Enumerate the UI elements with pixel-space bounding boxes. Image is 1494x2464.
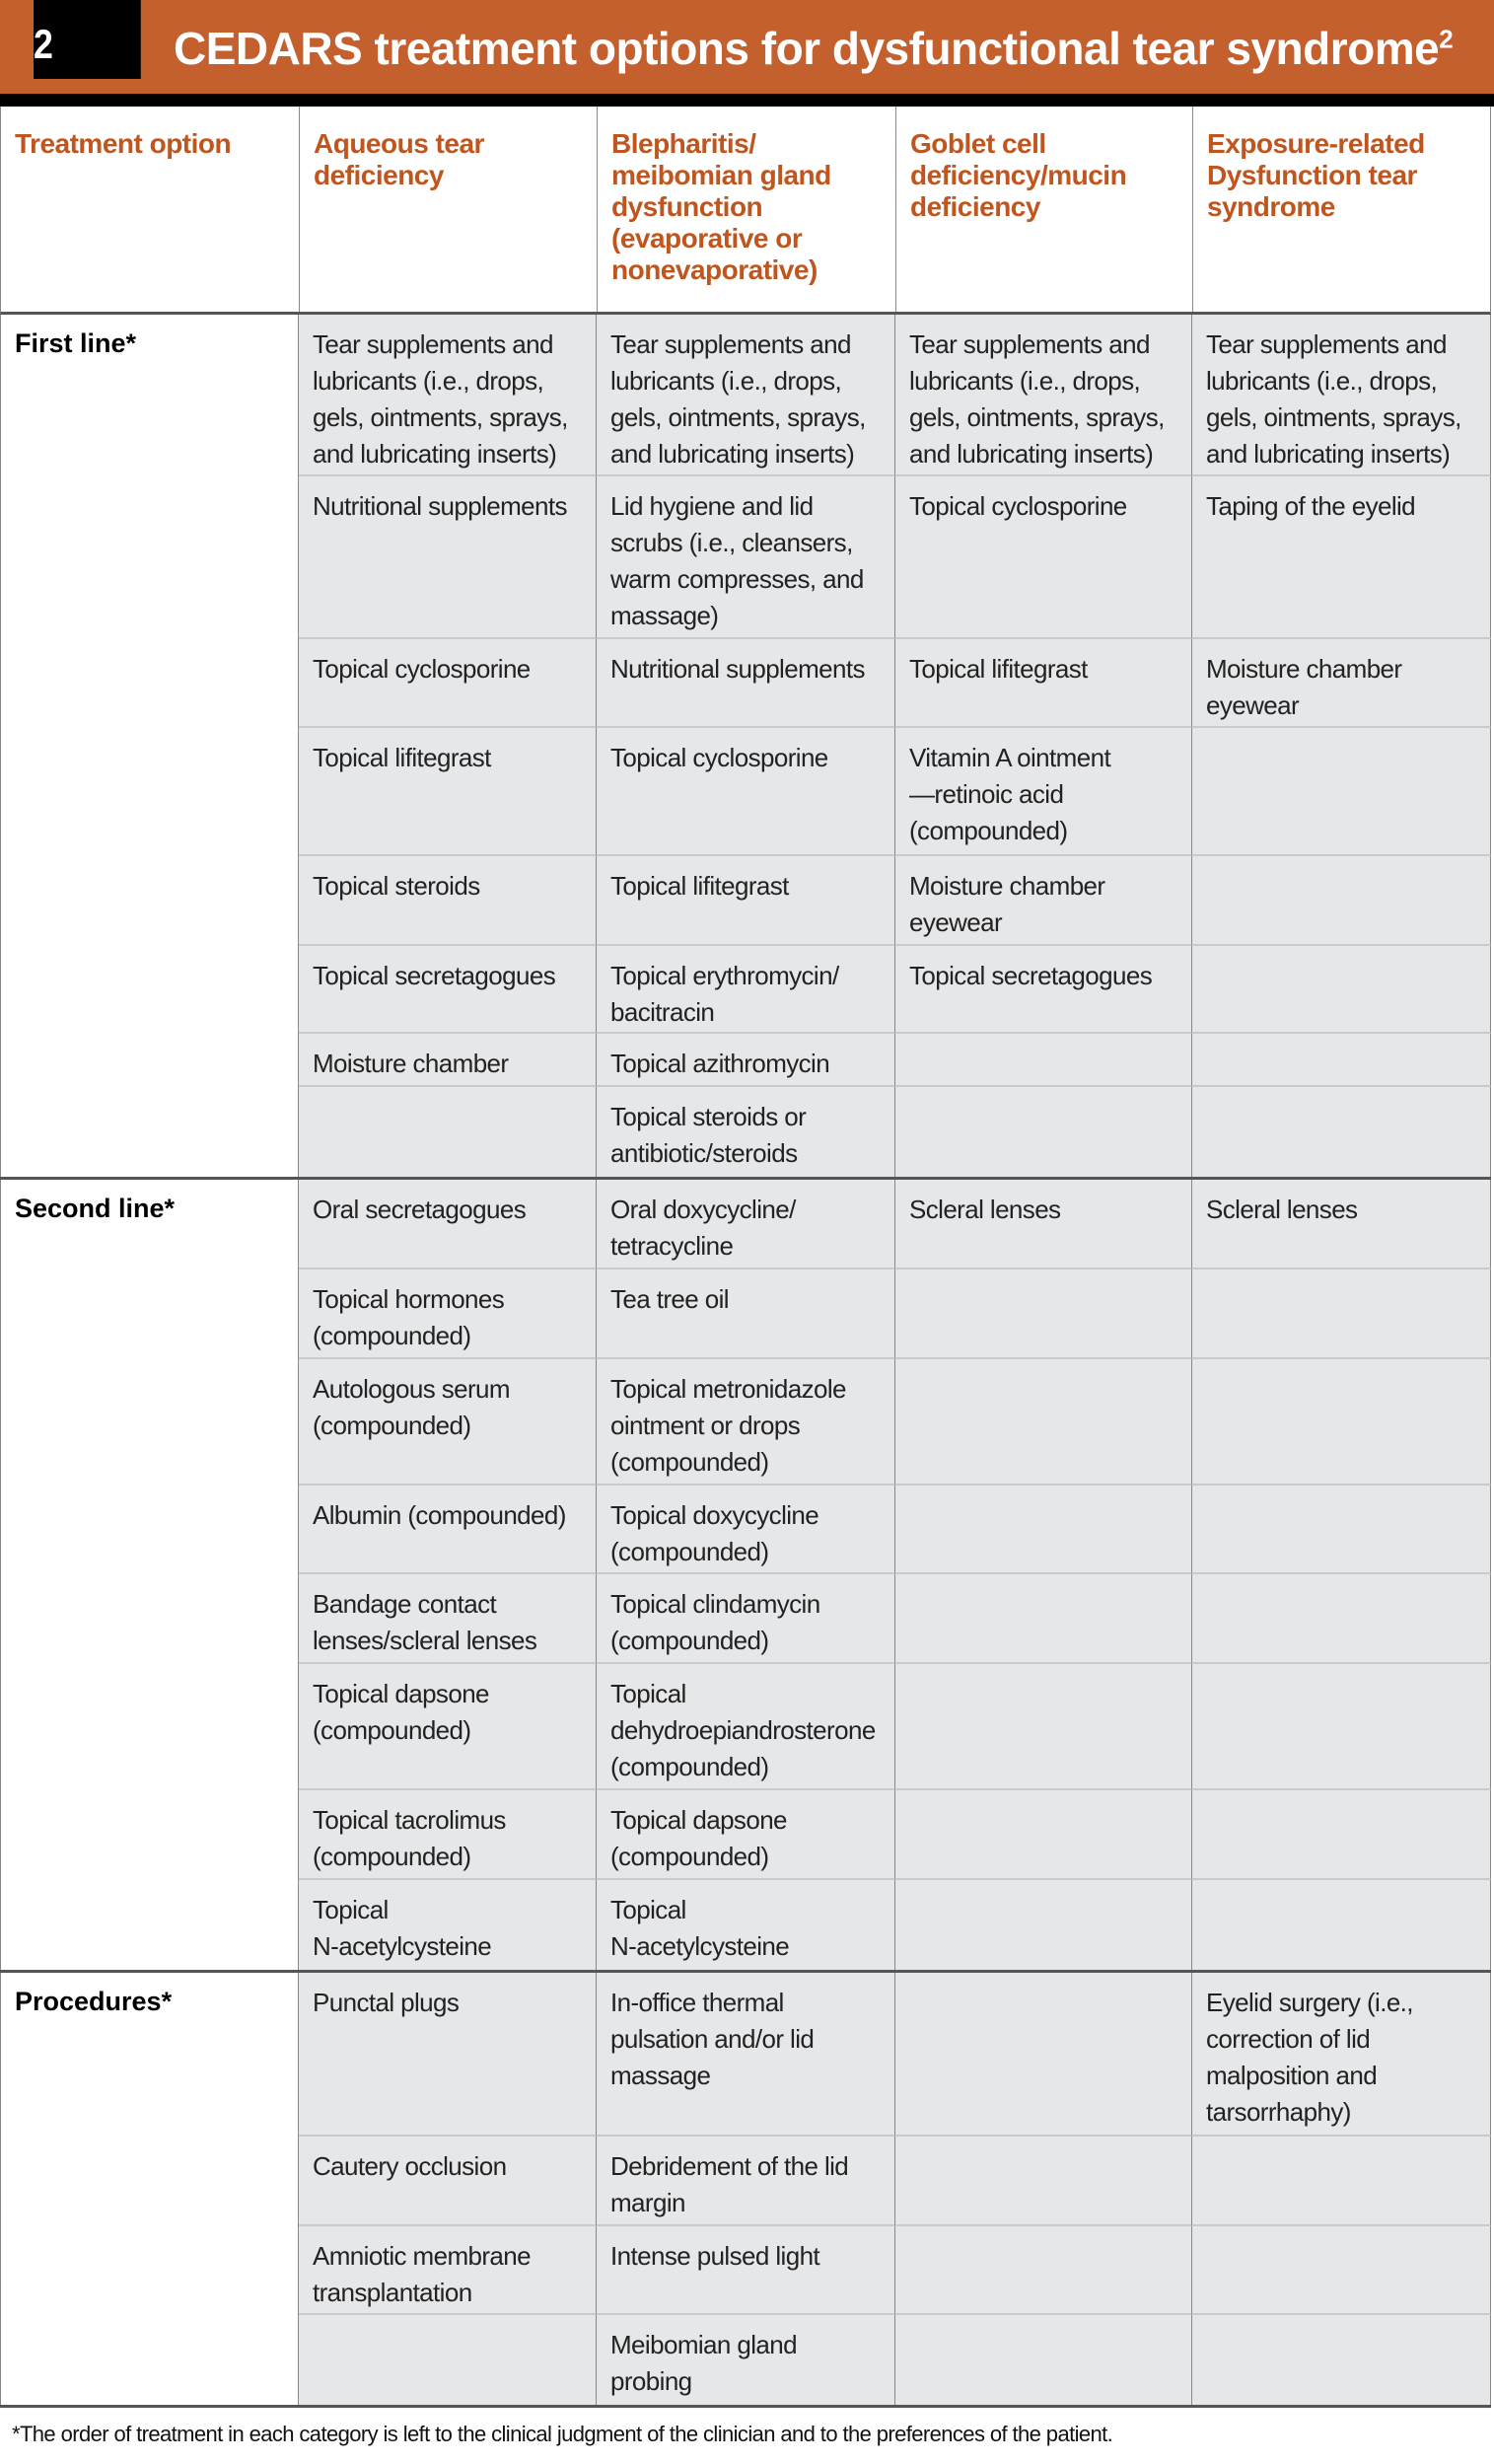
- table-cell: Cautery occlusion: [299, 2137, 597, 2226]
- table-cell: Tear supplements and lubricants (i.e., drops, gels, ointments, sprays, and lubricating inserts): [299, 315, 597, 476]
- table-cell: [1192, 2226, 1491, 2315]
- table-cell: Albumin (compounded): [299, 1486, 597, 1574]
- table-cell: [1192, 856, 1491, 946]
- table-cell: [1192, 946, 1491, 1034]
- table-cell: [895, 2315, 1192, 2405]
- divider-bar: [0, 94, 1494, 107]
- title-text: CEDARS treatment options for dysfunctional tear syndrome: [174, 23, 1440, 74]
- table-cell: [299, 2315, 597, 2405]
- table-cell: [895, 1880, 1192, 1970]
- table-cell: Tea tree oil: [597, 1269, 895, 1359]
- column-header: Exposure-related Dysfunction tear syndrome: [1207, 128, 1425, 222]
- table-cell: Topical dehydroepiandrosterone (compounded): [597, 1664, 895, 1790]
- table-cell: Meibomian gland probing: [597, 2315, 895, 2405]
- table-cell: [1192, 1087, 1491, 1177]
- table-cell: [1192, 2137, 1491, 2226]
- table-cell: Moisture chamber eyewear: [1192, 639, 1491, 728]
- table-cell: Tear supplements and lubricants (i.e., drops, gels, ointments, sprays, and lubricating inserts): [1192, 315, 1491, 476]
- column-header: Aqueous tear deficiency: [300, 107, 598, 312]
- column-header: Goblet cell deficiency/mucin deficiency: [896, 107, 1193, 312]
- table-cell: [1192, 728, 1491, 856]
- table-cell: [1192, 1034, 1491, 1087]
- table-cell: Topical tacrolimus (compounded): [299, 1790, 597, 1880]
- section-label: Second line*: [0, 1180, 299, 1970]
- table-cell: [895, 1790, 1192, 1880]
- table-cell: Topical hormones (compounded): [299, 1269, 597, 1359]
- table-cell: [895, 1087, 1192, 1177]
- table-cell: [1192, 2315, 1491, 2405]
- table-cell: [895, 1359, 1192, 1486]
- table-cell: Topical lifitegrast: [299, 728, 597, 856]
- table-cell: [895, 1486, 1192, 1574]
- table-cell: [1192, 1486, 1491, 1574]
- table-cell: [299, 1087, 597, 1177]
- table-cell: Topical clindamycin (compounded): [597, 1574, 895, 1664]
- table-cell: Topical dapsone (compounded): [597, 1790, 895, 1880]
- table-cell: Moisture chamber: [299, 1034, 597, 1087]
- title-banner: [0, 0, 1494, 94]
- table-cell: Scleral lenses: [895, 1180, 1192, 1269]
- table-cell: Topical secretagogues: [299, 946, 597, 1034]
- table-cell: [895, 1269, 1192, 1359]
- table-cell: Nutritional supplements: [597, 639, 895, 728]
- table-cell: Topical cyclosporine: [299, 639, 597, 728]
- table-cell: Moisture chamber eyewear: [895, 856, 1192, 946]
- table-cell: In-office thermal pulsation and/or lid massage: [597, 1973, 895, 2137]
- table-cell: Topical cyclosporine: [597, 728, 895, 856]
- section-label: First line*: [0, 315, 299, 1177]
- column-header: Blepharitis/ meibomian gland dysfunction (evaporative or nonevaporative): [598, 107, 896, 312]
- table-cell: [1192, 1664, 1491, 1790]
- table-cell: [895, 1664, 1192, 1790]
- header-row: [0, 107, 1491, 315]
- table-cell: [1192, 1269, 1491, 1359]
- table-cell: [895, 2137, 1192, 2226]
- reference-superscript: 2: [1439, 24, 1454, 54]
- table-cell: Topical doxycycline (compounded): [597, 1486, 895, 1574]
- footnote: *The order of treatment in each category is left to the clinical judgment of the clinician and to the preferences of the patient.: [12, 2422, 1113, 2446]
- table-cell: Topical lifitegrast: [597, 856, 895, 946]
- table-cell: Scleral lenses: [1192, 1180, 1491, 1269]
- table-cell: Intense pulsed light: [597, 2226, 895, 2315]
- table-cell: Punctal plugs: [299, 1973, 597, 2137]
- table-cell: [895, 1973, 1192, 2137]
- table-cell: Topical azithromycin: [597, 1034, 895, 1087]
- table-cell: Oral doxycycline/ tetracycline: [597, 1180, 895, 1269]
- table-cell: Tear supplements and lubricants (i.e., drops, gels, ointments, sprays, and lubricating inserts): [597, 315, 895, 476]
- section-label: Procedures*: [0, 1973, 299, 2405]
- table-cell: [1192, 1359, 1491, 1486]
- table-cell: Topical N-acetylcysteine: [299, 1880, 597, 1970]
- table-cell: Vitamin A ointment —retinoic acid (compounded): [895, 728, 1192, 856]
- table-cell: Topical steroids or antibiotic/steroids: [597, 1087, 895, 1177]
- table-cell: Topical dapsone (compounded): [299, 1664, 597, 1790]
- table-cell: [1192, 1790, 1491, 1880]
- column-header: Treatment option: [1, 107, 300, 312]
- table-cell: [1192, 1574, 1491, 1664]
- table-cell: Nutritional supplements: [299, 476, 597, 639]
- table-cell: [895, 1034, 1192, 1087]
- table-cell: Topical metronidazole ointment or drops (compounded): [597, 1359, 895, 1486]
- table-cell: Lid hygiene and lid scrubs (i.e., cleansers, warm compresses, and massage): [597, 476, 895, 639]
- table-cell: [895, 1574, 1192, 1664]
- table-cell: Oral secretagogues: [299, 1180, 597, 1269]
- table-cell: Debridement of the lid margin: [597, 2137, 895, 2226]
- table-cell: Topical erythromycin/ bacitracin: [597, 946, 895, 1034]
- table-cell: [895, 2226, 1192, 2315]
- table-cell: Eyelid surgery (i.e., correction of lid malposition and tarsorrhaphy): [1192, 1973, 1491, 2137]
- table-cell: Topical secretagogues: [895, 946, 1192, 1034]
- table-title: [174, 22, 1453, 75]
- section-divider: [0, 2405, 1491, 2408]
- table-cell: Topical lifitegrast: [895, 639, 1192, 728]
- table-cell: Topical cyclosporine: [895, 476, 1192, 639]
- table-cell: Bandage contact lenses/scleral lenses: [299, 1574, 597, 1664]
- table-cell: Topical steroids: [299, 856, 597, 946]
- table-cell: Topical N-acetylcysteine: [597, 1880, 895, 1970]
- table-cell: Amniotic membrane transplantation: [299, 2226, 597, 2315]
- table-cell: Autologous serum (compounded): [299, 1359, 597, 1486]
- table-cell: [1192, 1880, 1491, 1970]
- table-cell: Tear supplements and lubricants (i.e., drops, gels, ointments, sprays, and lubricating inserts): [895, 315, 1192, 476]
- table-tag: 2: [34, 0, 141, 79]
- table-cell: Taping of the eyelid: [1192, 476, 1491, 639]
